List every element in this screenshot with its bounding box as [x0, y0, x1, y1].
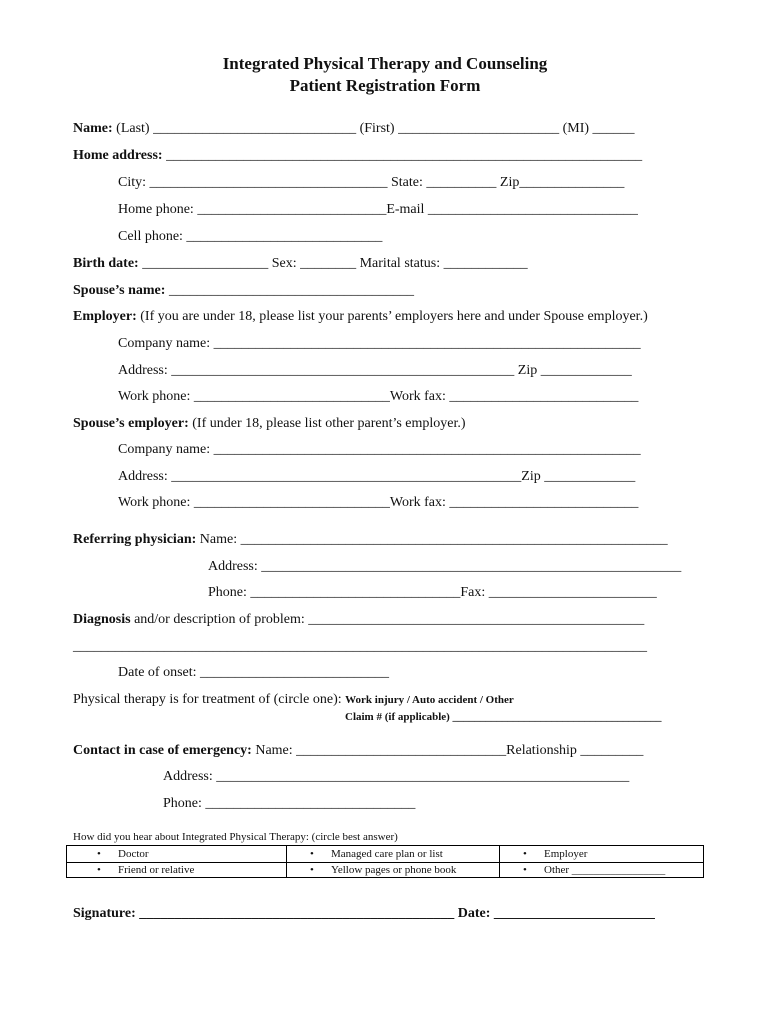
bullet-icon: • [97, 848, 101, 860]
emergency-contact-label: Contact in case of emergency: [73, 743, 252, 758]
spouse-employer-line [73, 416, 466, 432]
option-friend-relative[interactable]: Friend or relative [118, 864, 195, 876]
form-subtitle: Patient Registration Form [289, 76, 481, 95]
bullet-icon: • [97, 864, 101, 876]
date-field: Date: _______________________ [457, 906, 655, 921]
referring-physician-line[interactable] [73, 532, 668, 548]
diagnosis-field: and/or description of problem: ________________________________________________ [130, 612, 645, 627]
employer-note: (If you are under 18, please list your parents’ employers here and under Spouse employer.) [136, 309, 648, 324]
name-line[interactable] [73, 121, 635, 137]
birth-date-line[interactable] [73, 256, 528, 272]
emergency-name-field: Name: ______________________________Relationship _________ [251, 743, 644, 758]
birth-date-label: Birth date: [73, 256, 139, 271]
pt-treatment-options[interactable]: Work injury / Auto accident / Other [345, 694, 514, 706]
referring-name-field: Name: _____________________________________________________________ [196, 532, 668, 547]
home-address-label: Home address: [73, 148, 163, 163]
pt-treatment-text: Physical therapy is for treatment of (circle one): [73, 692, 346, 707]
spouse-name-label: Spouse’s name: [73, 283, 166, 298]
option-yellow-pages[interactable]: Yellow pages or phone book [331, 864, 457, 876]
spouse-employer-work-phone-line[interactable]: Work phone: ____________________________Work fax: ___________________________ [118, 495, 639, 510]
signature-line[interactable] [73, 906, 655, 922]
how-heard-question: How did you hear about Integrated Physical Therapy: (circle best answer) [73, 831, 398, 843]
option-managed-care[interactable]: Managed care plan or list [331, 848, 443, 860]
employer-work-phone-line[interactable]: Work phone: ____________________________Work fax: ___________________________ [118, 389, 639, 404]
diagnosis-label: Diagnosis [73, 612, 131, 627]
company-name-line-2[interactable]: Company name: _____________________________________________________________ [118, 442, 641, 457]
name-label: Name: [73, 121, 113, 136]
company-name-line-1[interactable]: Company name: _____________________________________________________________ [118, 336, 641, 351]
emergency-address-line[interactable]: Address: ___________________________________________________________ [163, 769, 630, 784]
spouse-employer-note: (If under 18, please list other parent’s employer.) [188, 416, 466, 431]
diagnosis-line[interactable] [73, 612, 644, 628]
employer-address-line[interactable]: Address: _________________________________________________ Zip _____________ [118, 363, 632, 378]
cell-phone-line[interactable]: Cell phone: ____________________________ [118, 229, 383, 244]
employer-line [73, 309, 648, 325]
date-of-onset-line[interactable]: Date of onset: ___________________________ [118, 665, 390, 680]
emergency-phone-line[interactable]: Phone: ______________________________ [163, 796, 416, 811]
spouse-name-field: ___________________________________ [165, 283, 414, 298]
claim-number-line[interactable]: Claim # (if applicable) ______________________________________ [345, 711, 662, 723]
option-doctor[interactable]: Doctor [118, 848, 149, 860]
diagnosis-line-2[interactable]: __________________________________________________________________________________ [73, 639, 647, 654]
referring-phone-line[interactable]: Phone: ______________________________Fax: ________________________ [208, 585, 657, 600]
bullet-icon: • [523, 864, 527, 876]
referral-source-table [66, 845, 704, 878]
form-title: Integrated Physical Therapy and Counseling [222, 54, 548, 73]
spouse-employer-label: Spouse’s employer: [73, 416, 189, 431]
bullet-icon: • [310, 848, 314, 860]
home-address-field: ____________________________________________________________________ [162, 148, 643, 163]
name-fields: (Last) _____________________________ (First) _______________________ (MI) ______ [116, 121, 635, 136]
pt-treatment-line [73, 692, 514, 708]
city-line[interactable]: City: __________________________________ State: __________ Zip_______________ [118, 175, 625, 190]
emergency-contact-line[interactable] [73, 743, 643, 759]
bullet-icon: • [310, 864, 314, 876]
spouse-name-line[interactable] [73, 283, 414, 299]
spouse-employer-address-line[interactable]: Address: __________________________________________________Zip _____________ [118, 469, 636, 484]
option-employer[interactable]: Employer [544, 848, 588, 860]
birth-date-fields: __________________ Sex: ________ Marital status: ____________ [138, 256, 528, 271]
home-phone-line[interactable]: Home phone: ___________________________E-mail ______________________________ [118, 202, 638, 217]
option-other[interactable]: Other _________________ [544, 864, 666, 876]
signature-field: Signature: _____________________________________________ [73, 906, 455, 921]
bullet-icon: • [523, 848, 527, 860]
home-address-line[interactable] [73, 148, 642, 164]
employer-label: Employer: [73, 309, 137, 324]
referring-physician-label: Referring physician: [73, 532, 197, 547]
referring-address-line[interactable]: Address: ____________________________________________________________ [208, 559, 682, 574]
